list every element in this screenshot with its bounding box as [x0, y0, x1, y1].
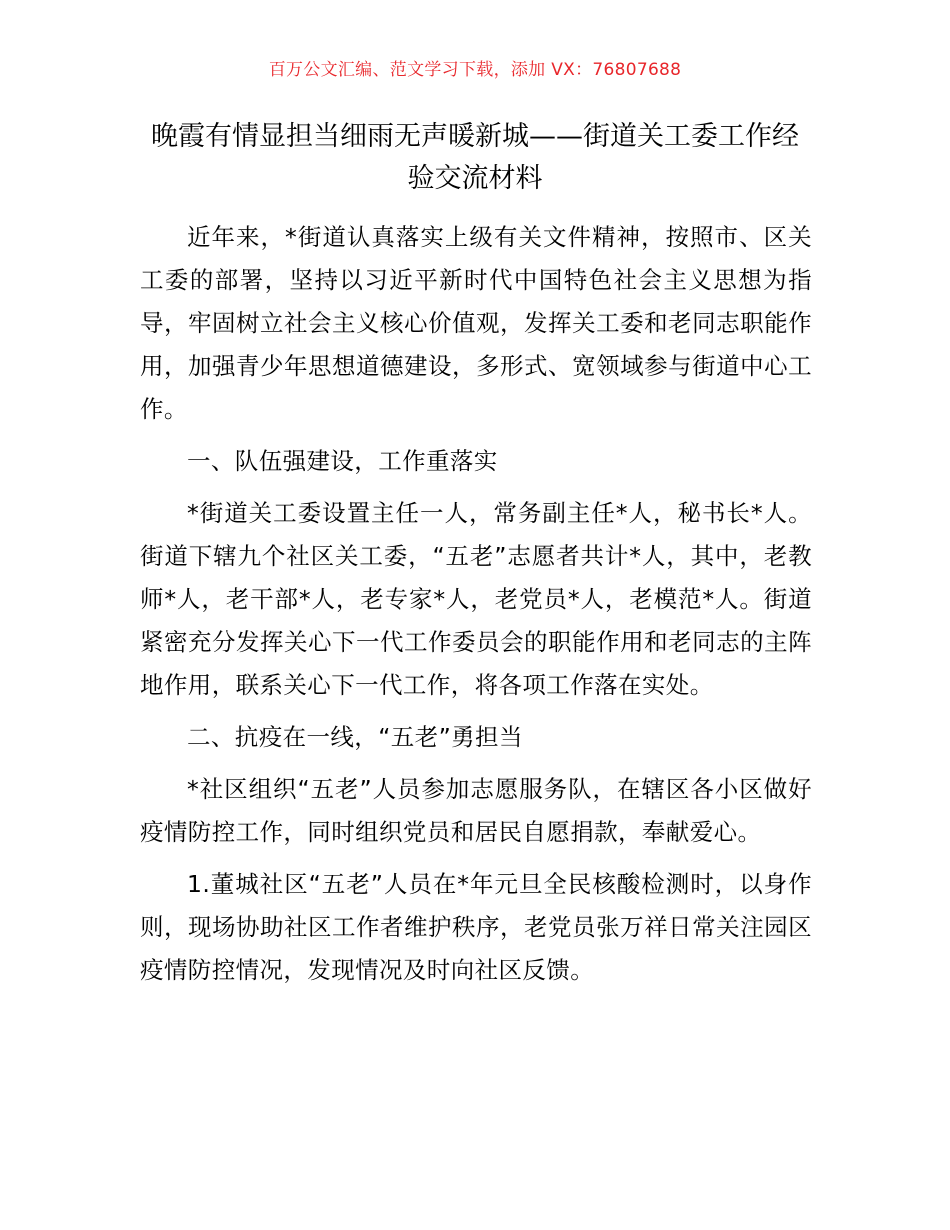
header-watermark-note: 百万公文汇编、范文学习下载，添加 VX：76807688 [268, 60, 682, 80]
paragraph-item-1: 1.董城社区“五老”人员在*年元旦全民核酸检测时，以身作则，现场协助社区工作者维护秩序，老党员张万祥日常关注园区疫情防控情况，发现情况及时向社区反馈。 [140, 870, 812, 984]
section-heading-2: 二、抗疫在一线，“五老”勇担当 [187, 723, 523, 751]
section-heading-1: 一、队伍强建设，工作重落实 [187, 447, 498, 475]
paragraph-epidemic: *社区组织“五老”人员参加志愿服务队，在辖区各小区做好疫情防控工作，同时组织党员和居民自愿捐款，奉献爱心。 [140, 775, 812, 846]
paragraph-team: *街道关工委设置主任一人，常务副主任*人，秘书长*人。街道下辖九个社区关工委，“五老”志愿者共计*人，其中，老教师*人，老干部*人，老专家*人，老党员*人，老模范*人。街道紧密充分发挥关心下一代工作委员会的职能作用和老同志的主阵地作用，联系关心下一代工作，将各项工作落在实处。 [140, 499, 812, 699]
paragraph-intro: 近年来，*街道认真落实上级有关文件精神，按照市、区关工委的部署，坚持以习近平新时代中国特色社会主义思想为指导，牢固树立社会主义核心价值观，发挥关工委和老同志职能作用，加强青少年思想道德建设，多形式、宽领域参与街道中心工作。 [140, 223, 812, 423]
document-title: 晚霞有情显担当细雨无声暖新城——街道关工委工作经验交流材料 [151, 121, 799, 194]
document-body [140, 216, 812, 1001]
